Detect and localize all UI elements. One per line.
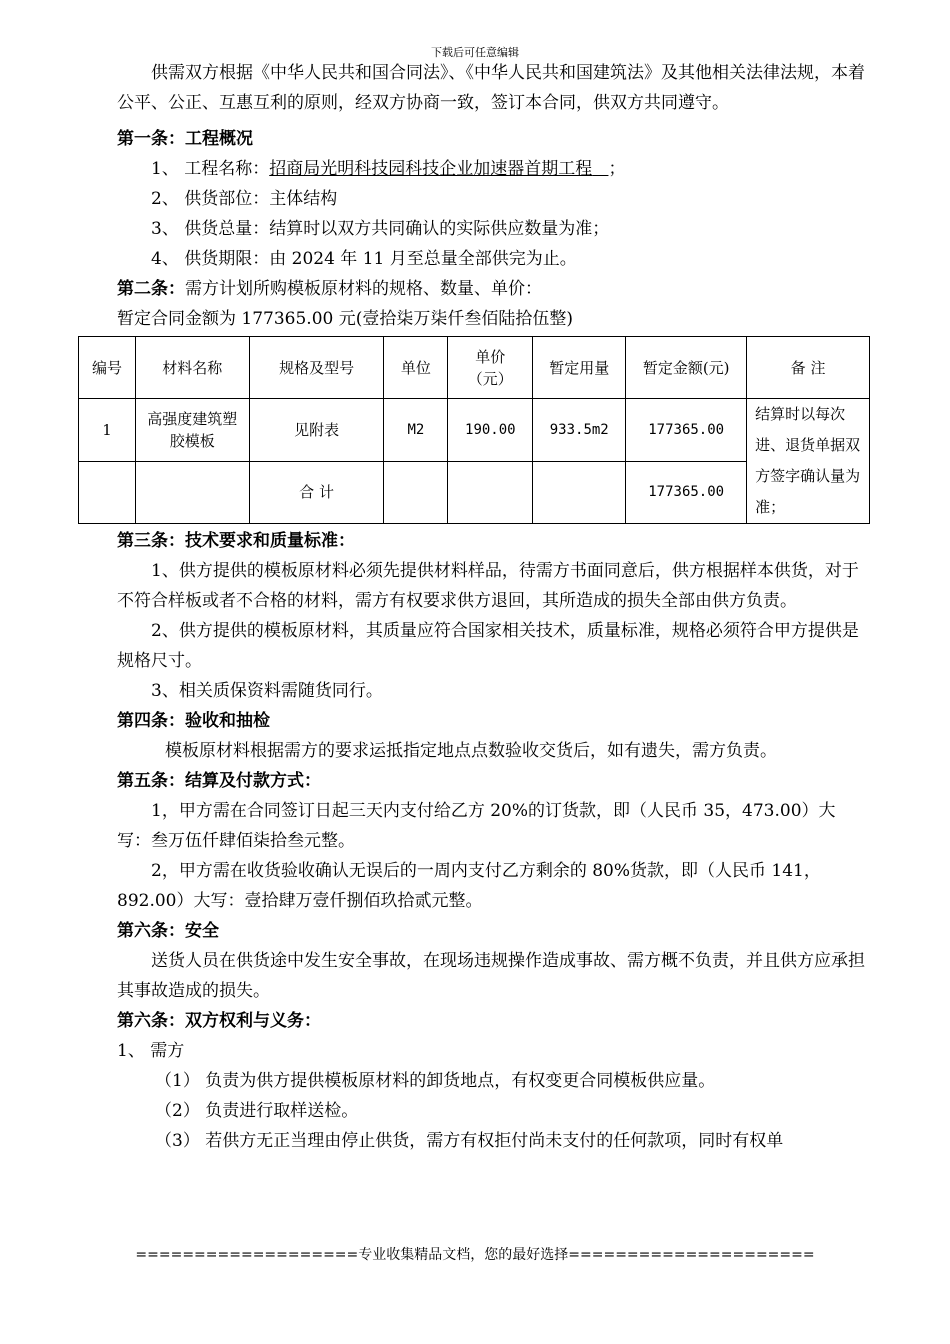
header-cell: 暂定用量 bbox=[533, 337, 626, 399]
article-3-p2: 2、供方提供的模板原材料，其质量应符合国家相关技术，质量标准，规格必须符合甲方提供是规格尺寸。 bbox=[117, 621, 859, 671]
intro-paragraph: 供需双方根据《中华人民共和国合同法》、《中华人民共和国建筑法》及其他相关法律法规，本着公平、公正、互惠互利的原则，经双方协商一致，签订本合同，供双方共同遵守。 bbox=[117, 63, 865, 113]
party-demand-label: 1、 需方 bbox=[117, 1041, 185, 1061]
supply-period-line: 4、 供货期限：由 2024 年 11 月至总量全部供完为止。 bbox=[151, 249, 577, 269]
article-3-p3: 3、相关质保资料需随货同行。 bbox=[151, 681, 383, 701]
row-quantity: 933.5m2 bbox=[533, 399, 626, 462]
article-3-title: 第三条：技术要求和质量标准： bbox=[117, 531, 355, 551]
contract-body bbox=[91, 58, 867, 1156]
table-row bbox=[79, 399, 870, 462]
article-1-title: 第一条：工程概况 bbox=[117, 129, 253, 149]
row-unit: M2 bbox=[384, 399, 448, 462]
row-spec: 见附表 bbox=[249, 399, 384, 462]
remark-cell: 结算时以每次进、退货单据双方签字确认量为准； bbox=[747, 399, 870, 524]
header-cell: 编号 bbox=[79, 337, 136, 399]
article-3-p1: 1、供方提供的模板原材料必须先提供材料样品，待需方书面同意后，供方根据样本供货，对于不符合样板或者不合格的材料，需方有权要求供方退回，其所造成的损失全部由供方负责。 bbox=[117, 561, 859, 611]
project-name-end: ； bbox=[608, 159, 626, 179]
project-name-label: 1、 工程名称： bbox=[151, 159, 270, 179]
project-name-value: 招商局光明科技园科技企业加速器首期工程 bbox=[269, 159, 593, 179]
contract-amount-line: 暂定合同金额为 177365.00 元(壹拾柒万柒仟叁佰陆拾伍整) bbox=[117, 309, 574, 329]
article-5-p1: 1，甲方需在合同签订日起三天内支付给乙方 20%的订货款，即（人民币 35，473.00）大写：叁万伍仟肆佰柒拾叁元整。 bbox=[117, 801, 836, 851]
header-cell: 单价 （元） bbox=[448, 337, 533, 399]
header-cell: 材料名称 bbox=[135, 337, 249, 399]
project-name-line bbox=[117, 154, 867, 184]
header-cell: 单位 bbox=[384, 337, 448, 399]
article-2-title: 第二条：需方计划所购模板原材料的规格、数量、单价： bbox=[117, 279, 542, 299]
article-5-p2: 2，甲方需在收货验收确认无误后的一周内支付乙方剩余的 80%货款，即（人民币 141，892.00）大写：壹拾肆万壹仟捌佰玖拾贰元整。 bbox=[117, 861, 821, 911]
header-note: 下载后可任意编辑 bbox=[431, 46, 519, 59]
footer-banner: ===================专业收集精品文档，您的最好选择===================== bbox=[135, 1247, 815, 1263]
article-4-title: 第四条：验收和抽检 bbox=[117, 711, 270, 731]
article-4-p1: 模板原材料根据需方的要求运抵指定地点点数验收交货后，如有遗失，需方负责。 bbox=[165, 741, 777, 761]
article-6-title: 第六条：安全 bbox=[117, 921, 219, 941]
supply-total-line: 3、 供货总量：结算时以双方共同确认的实际供应数量为准； bbox=[151, 219, 610, 239]
demand-item-3: （3） 若供方无正当理由停止供货，需方有权拒付尚未支付的任何款项，同时有权单 bbox=[155, 1131, 784, 1151]
row-material-name: 高强度建筑塑胶模板 bbox=[135, 399, 249, 462]
demand-item-1: （1） 负责为供方提供模板原材料的卸货地点，有权变更合同模板供应量。 bbox=[155, 1071, 716, 1091]
supply-part-line: 2、 供货部位：主体结构 bbox=[151, 189, 338, 209]
row-no: 1 bbox=[79, 399, 136, 462]
total-label: 合 计 bbox=[249, 461, 384, 524]
table-header-row bbox=[79, 337, 870, 399]
article-6-p1: 送货人员在供货途中发生安全事故，在现场违规操作造成事故、需方概不负责，并且供方应承担其事故造成的损失。 bbox=[117, 951, 865, 1001]
header-cell: 暂定金额(元) bbox=[626, 337, 747, 399]
header-cell: 备 注 bbox=[747, 337, 870, 399]
row-unit-price: 190.00 bbox=[448, 399, 533, 462]
total-amount: 177365.00 bbox=[626, 461, 747, 524]
row-amount: 177365.00 bbox=[626, 399, 747, 462]
header-cell: 规格及型号 bbox=[249, 337, 384, 399]
article-7-title: 第六条：双方权利与义务： bbox=[117, 1011, 321, 1031]
materials-table bbox=[78, 336, 870, 524]
demand-item-2: （2） 负责进行取样送检。 bbox=[155, 1101, 359, 1121]
article-5-title: 第五条：结算及付款方式： bbox=[117, 771, 321, 791]
